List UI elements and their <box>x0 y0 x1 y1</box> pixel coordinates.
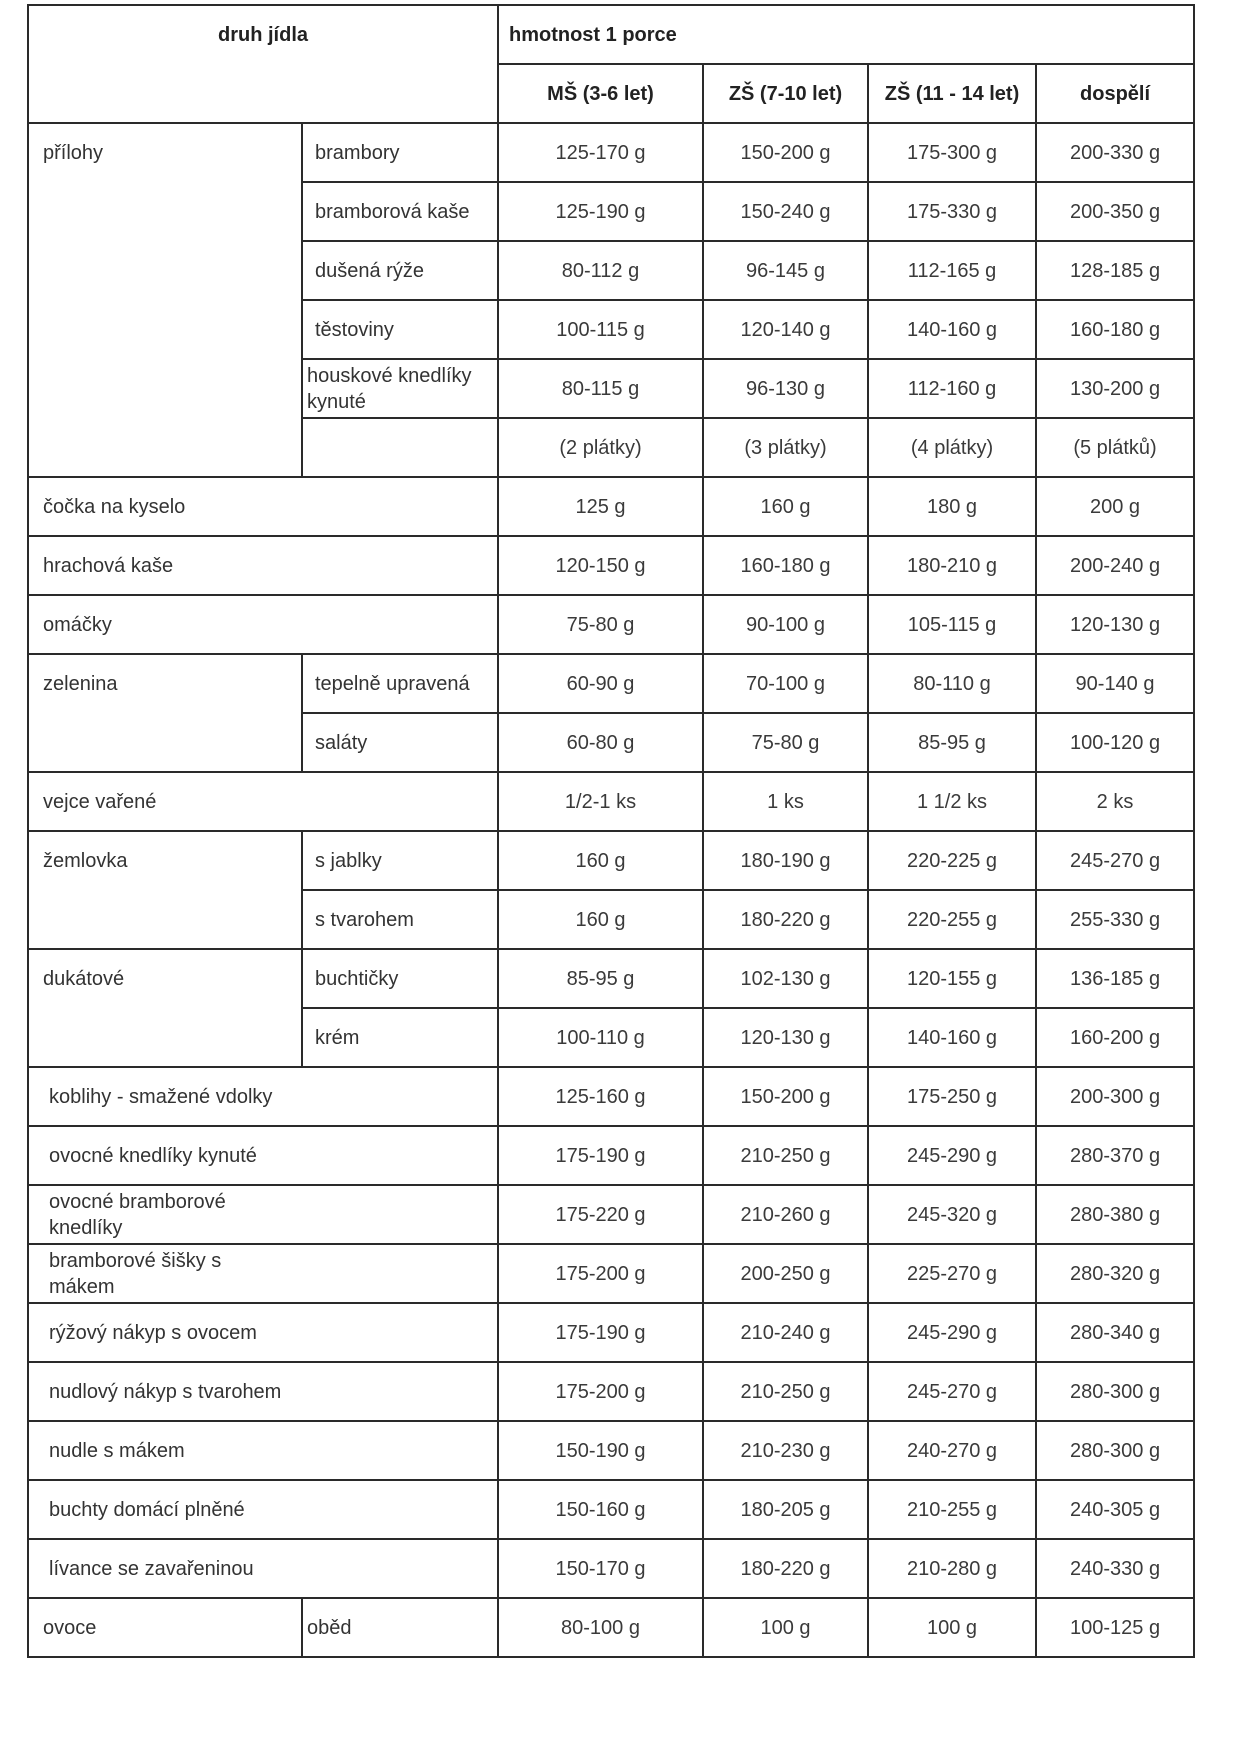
value-cell: 96-145 g <box>703 241 868 300</box>
value-cell: 175-190 g <box>498 1126 703 1185</box>
value-cell: 240-270 g <box>868 1421 1036 1480</box>
value-cell: 210-280 g <box>868 1539 1036 1598</box>
value-cell: 175-250 g <box>868 1067 1036 1126</box>
value-cell: 175-300 g <box>868 123 1036 182</box>
value-cell: 175-330 g <box>868 182 1036 241</box>
table-row <box>28 1480 1194 1539</box>
table-row <box>28 123 1194 182</box>
value-cell: 105-115 g <box>868 595 1036 654</box>
row-group-label: čočka na kyselo <box>28 477 498 536</box>
value-cell: 75-80 g <box>703 713 868 772</box>
table-row <box>28 1539 1194 1598</box>
value-cell: 200-300 g <box>1036 1067 1194 1126</box>
row-group-label <box>28 1185 498 1244</box>
value-cell: 240-305 g <box>1036 1480 1194 1539</box>
value-cell: 120-130 g <box>1036 595 1194 654</box>
value-cell: 245-290 g <box>868 1126 1036 1185</box>
table-row <box>28 595 1194 654</box>
row-item-label: dušená rýže <box>302 241 498 300</box>
value-cell: 130-200 g <box>1036 359 1194 418</box>
row-item-label: těstoviny <box>302 300 498 359</box>
row-item-label: bramborová kaše <box>302 182 498 241</box>
value-cell: 85-95 g <box>868 713 1036 772</box>
row-group-label-text: ovocné bramborové knedlíky <box>49 1190 226 1239</box>
value-cell: (4 plátky) <box>868 418 1036 477</box>
row-group-label: přílohy <box>28 123 302 477</box>
row-item-label <box>302 418 498 477</box>
value-cell: 140-160 g <box>868 300 1036 359</box>
value-cell: 100-125 g <box>1036 1598 1194 1657</box>
value-cell: 102-130 g <box>703 949 868 1008</box>
value-cell: 150-240 g <box>703 182 868 241</box>
row-group-label: dukátové <box>28 949 302 1067</box>
value-cell: 245-270 g <box>868 1362 1036 1421</box>
value-cell: 210-240 g <box>703 1303 868 1362</box>
value-cell: 96-130 g <box>703 359 868 418</box>
row-group-label: ovocné knedlíky kynuté <box>28 1126 498 1185</box>
row-group-label: koblihy - smažené vdolky <box>28 1067 498 1126</box>
value-cell: 125-190 g <box>498 182 703 241</box>
value-cell: 80-110 g <box>868 654 1036 713</box>
value-cell: 150-170 g <box>498 1539 703 1598</box>
table-row <box>28 1244 1194 1303</box>
value-cell: 120-130 g <box>703 1008 868 1067</box>
value-cell: 1 1/2 ks <box>868 772 1036 831</box>
value-cell: 150-190 g <box>498 1421 703 1480</box>
value-cell: 128-185 g <box>1036 241 1194 300</box>
value-cell: 175-190 g <box>498 1303 703 1362</box>
header-food-type: druh jídla <box>28 5 498 123</box>
value-cell: (5 plátků) <box>1036 418 1194 477</box>
row-item-label: brambory <box>302 123 498 182</box>
row-item-label: saláty <box>302 713 498 772</box>
table-row <box>28 1598 1194 1657</box>
value-cell: 175-220 g <box>498 1185 703 1244</box>
value-cell: 175-200 g <box>498 1244 703 1303</box>
row-item-label: s jablky <box>302 831 498 890</box>
value-cell: 80-115 g <box>498 359 703 418</box>
value-cell: 200-240 g <box>1036 536 1194 595</box>
value-cell: 150-200 g <box>703 123 868 182</box>
value-cell: 280-300 g <box>1036 1362 1194 1421</box>
value-cell: 112-160 g <box>868 359 1036 418</box>
header-portion-weight: hmotnost 1 porce <box>498 5 1194 64</box>
row-item-label: houskové knedlíky kynuté <box>302 359 498 418</box>
table-row <box>28 772 1194 831</box>
value-cell: 200-250 g <box>703 1244 868 1303</box>
table-row <box>28 949 1194 1008</box>
value-cell: 180 g <box>868 477 1036 536</box>
row-group-label-text: bramborové šišky s mákem <box>49 1249 222 1298</box>
value-cell: 75-80 g <box>498 595 703 654</box>
table-row <box>28 1185 1194 1244</box>
row-item-label: buchtičky <box>302 949 498 1008</box>
value-cell: 1/2-1 ks <box>498 772 703 831</box>
value-cell: 120-155 g <box>868 949 1036 1008</box>
table-row <box>28 654 1194 713</box>
row-item-label: tepelně upravená <box>302 654 498 713</box>
value-cell: (3 plátky) <box>703 418 868 477</box>
value-cell: 280-300 g <box>1036 1421 1194 1480</box>
table-row <box>28 1067 1194 1126</box>
value-cell: 255-330 g <box>1036 890 1194 949</box>
row-item-label: oběd <box>302 1598 498 1657</box>
value-cell: 1 ks <box>703 772 868 831</box>
value-cell: 245-270 g <box>1036 831 1194 890</box>
table-row <box>28 1126 1194 1185</box>
value-cell: 160-180 g <box>703 536 868 595</box>
row-group-label: ovoce <box>28 1598 302 1657</box>
value-cell: 80-112 g <box>498 241 703 300</box>
value-cell: 160-200 g <box>1036 1008 1194 1067</box>
value-cell: 280-320 g <box>1036 1244 1194 1303</box>
value-cell: 200-350 g <box>1036 182 1194 241</box>
value-cell: 150-160 g <box>498 1480 703 1539</box>
header-age-group: MŠ (3-6 let) <box>498 64 703 123</box>
value-cell: 175-200 g <box>498 1362 703 1421</box>
value-cell: 125-170 g <box>498 123 703 182</box>
row-group-label: žemlovka <box>28 831 302 949</box>
table-row <box>28 536 1194 595</box>
value-cell: 280-340 g <box>1036 1303 1194 1362</box>
row-group-label: hrachová kaše <box>28 536 498 595</box>
value-cell: 90-100 g <box>703 595 868 654</box>
value-cell: 180-220 g <box>703 1539 868 1598</box>
row-item-label: krém <box>302 1008 498 1067</box>
header-age-group: ZŠ (11 - 14 let) <box>868 64 1036 123</box>
value-cell: 100 g <box>703 1598 868 1657</box>
value-cell: 220-255 g <box>868 890 1036 949</box>
row-group-label: omáčky <box>28 595 498 654</box>
value-cell: 180-190 g <box>703 831 868 890</box>
value-cell: 160-180 g <box>1036 300 1194 359</box>
table-row <box>28 831 1194 890</box>
value-cell: 120-150 g <box>498 536 703 595</box>
value-cell: 125 g <box>498 477 703 536</box>
value-cell: 200 g <box>1036 477 1194 536</box>
row-group-label: nudlový nákyp s tvarohem <box>28 1362 498 1421</box>
value-cell: (2 plátky) <box>498 418 703 477</box>
value-cell: 160 g <box>498 831 703 890</box>
header-age-group: ZŠ (7-10 let) <box>703 64 868 123</box>
row-group-label: vejce vařené <box>28 772 498 831</box>
value-cell: 210-260 g <box>703 1185 868 1244</box>
value-cell: 120-140 g <box>703 300 868 359</box>
header-row-1 <box>28 5 1194 64</box>
value-cell: 240-330 g <box>1036 1539 1194 1598</box>
value-cell: 125-160 g <box>498 1067 703 1126</box>
value-cell: 210-250 g <box>703 1126 868 1185</box>
row-group-label: buchty domácí plněné <box>28 1480 498 1539</box>
value-cell: 136-185 g <box>1036 949 1194 1008</box>
value-cell: 112-165 g <box>868 241 1036 300</box>
row-group-label: zelenina <box>28 654 302 772</box>
value-cell: 100-115 g <box>498 300 703 359</box>
value-cell: 210-230 g <box>703 1421 868 1480</box>
value-cell: 200-330 g <box>1036 123 1194 182</box>
table-row <box>28 1421 1194 1480</box>
value-cell: 90-140 g <box>1036 654 1194 713</box>
row-group-label <box>28 1244 498 1303</box>
value-cell: 70-100 g <box>703 654 868 713</box>
value-cell: 245-320 g <box>868 1185 1036 1244</box>
value-cell: 225-270 g <box>868 1244 1036 1303</box>
value-cell: 100-110 g <box>498 1008 703 1067</box>
row-group-label: lívance se zavařeninou <box>28 1539 498 1598</box>
value-cell: 85-95 g <box>498 949 703 1008</box>
value-cell: 100 g <box>868 1598 1036 1657</box>
row-group-label: rýžový nákyp s ovocem <box>28 1303 498 1362</box>
value-cell: 220-225 g <box>868 831 1036 890</box>
value-cell: 245-290 g <box>868 1303 1036 1362</box>
value-cell: 280-380 g <box>1036 1185 1194 1244</box>
value-cell: 160 g <box>498 890 703 949</box>
table-row <box>28 1303 1194 1362</box>
value-cell: 210-250 g <box>703 1362 868 1421</box>
value-cell: 180-210 g <box>868 536 1036 595</box>
value-cell: 150-200 g <box>703 1067 868 1126</box>
header-age-group: dospělí <box>1036 64 1194 123</box>
table-row <box>28 1362 1194 1421</box>
value-cell: 180-205 g <box>703 1480 868 1539</box>
value-cell: 2 ks <box>1036 772 1194 831</box>
value-cell: 140-160 g <box>868 1008 1036 1067</box>
value-cell: 210-255 g <box>868 1480 1036 1539</box>
value-cell: 60-90 g <box>498 654 703 713</box>
value-cell: 80-100 g <box>498 1598 703 1657</box>
value-cell: 180-220 g <box>703 890 868 949</box>
value-cell: 60-80 g <box>498 713 703 772</box>
portion-table <box>27 4 1195 1658</box>
value-cell: 280-370 g <box>1036 1126 1194 1185</box>
value-cell: 160 g <box>703 477 868 536</box>
table-row <box>28 477 1194 536</box>
value-cell: 100-120 g <box>1036 713 1194 772</box>
row-item-label: s tvarohem <box>302 890 498 949</box>
row-group-label: nudle s mákem <box>28 1421 498 1480</box>
